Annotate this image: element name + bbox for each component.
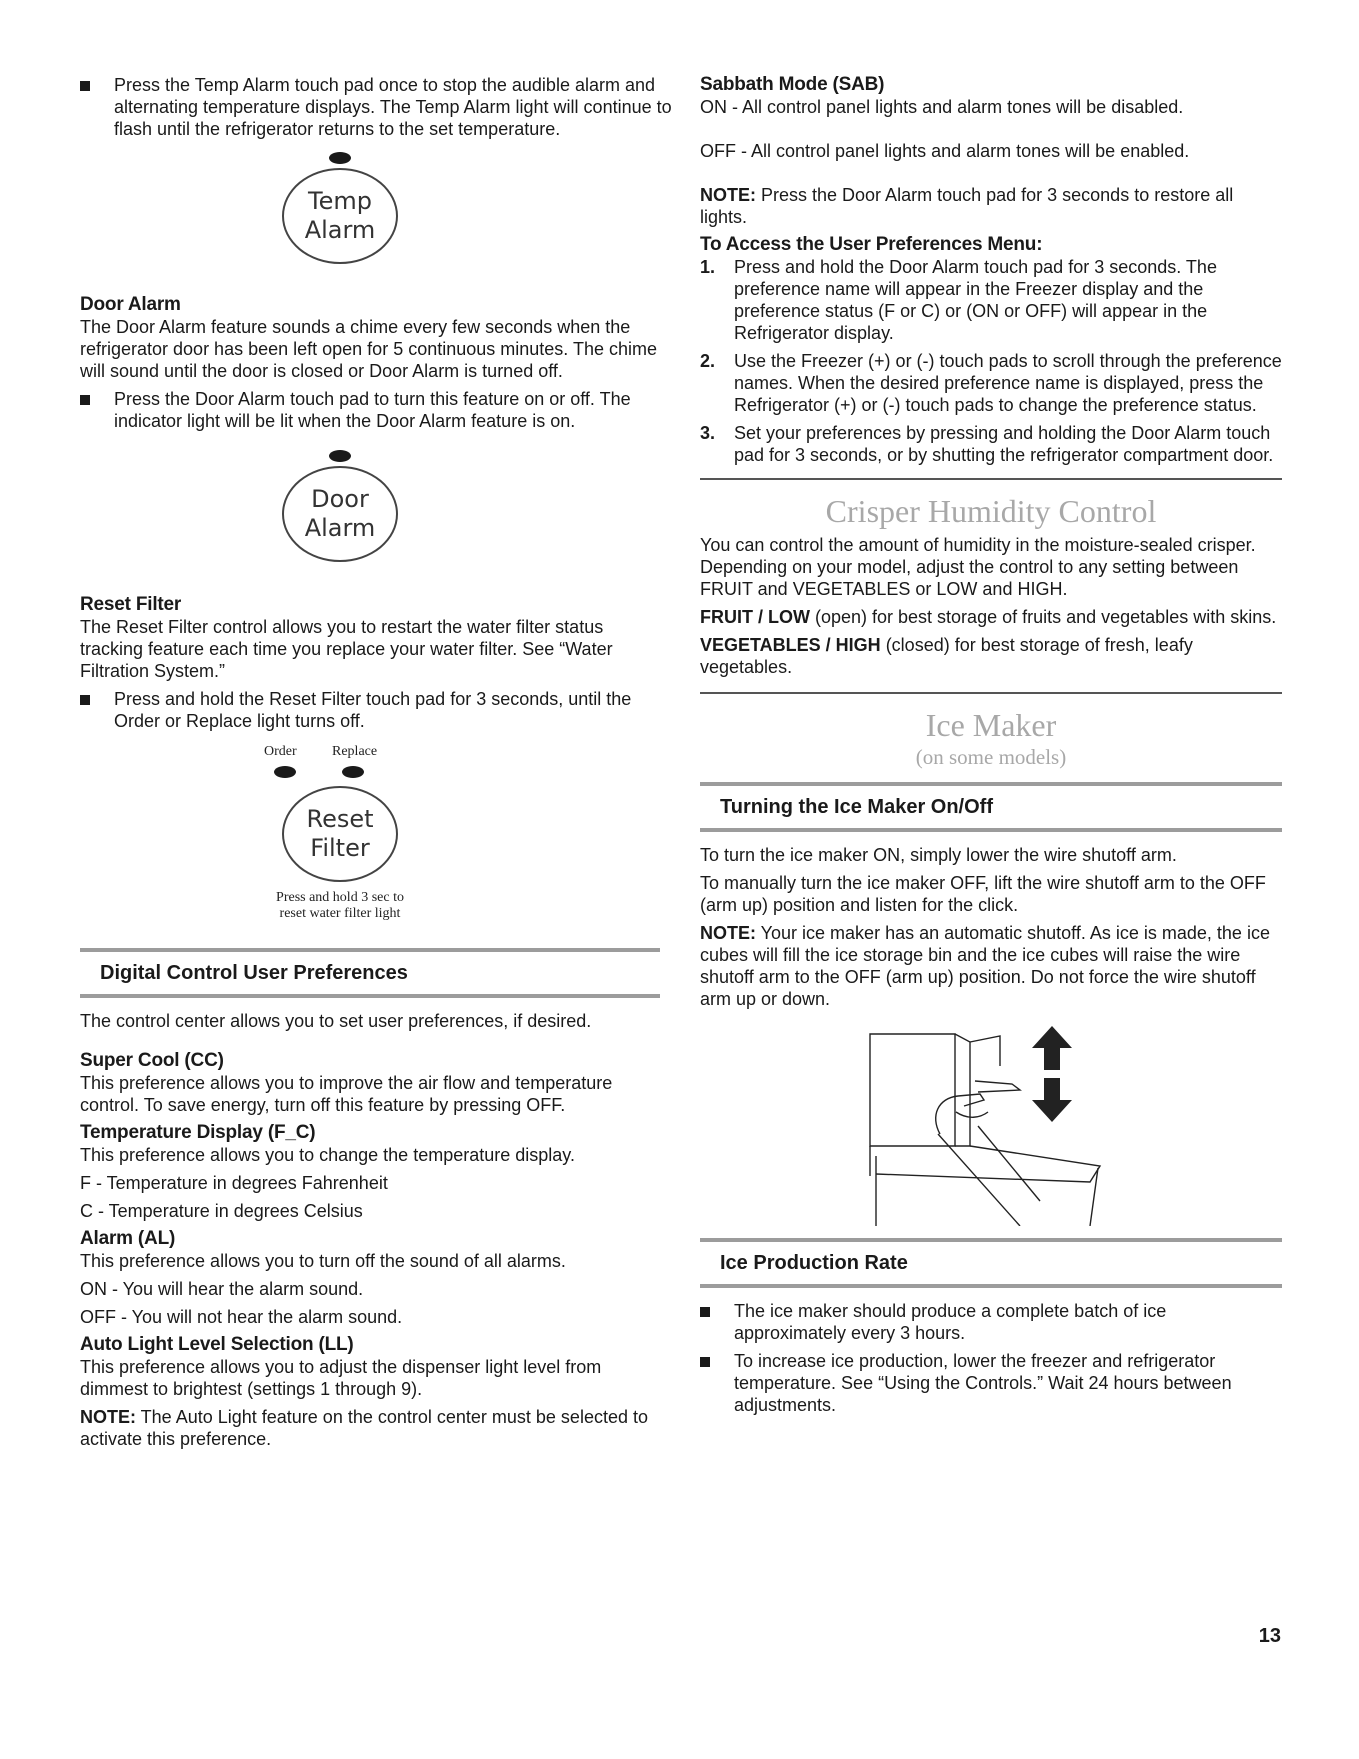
sabbath-note-label: NOTE:	[700, 185, 756, 205]
step-number: 2.	[700, 351, 716, 371]
door-alarm-pad-illustration	[280, 446, 400, 566]
access-step-3	[700, 422, 1282, 466]
ice-maker-arm-svg	[860, 1026, 1120, 1226]
temp-display-heading: Temperature Display (F_C)	[80, 1122, 316, 1143]
alarm-body: This preference allows you to turn off the sound of all alarms.	[80, 1251, 566, 1271]
ice-note	[700, 922, 1282, 1010]
veg-text: (closed) for best storage of fresh, leafy vegetables.	[700, 635, 1193, 677]
step-text: Set your preferences by pressing and holding the Door Alarm touch pad for 3 seconds, or by shutting the refrigerator compartment door.	[734, 423, 1274, 465]
crisper-veg	[700, 634, 1282, 678]
sabbath-heading: Sabbath Mode (SAB)	[700, 74, 885, 95]
step-number: 1.	[700, 257, 716, 277]
temp-alarm-pad-illustration	[280, 148, 400, 268]
rate-bullet-1: The ice maker should produce a complete batch of ice approximately every 3 hours.	[700, 1300, 1282, 1344]
ice-production-rate-banner: Ice Production Rate	[700, 1238, 1282, 1288]
light-level-note	[80, 1406, 660, 1450]
divider	[700, 692, 1282, 694]
sabbath-note	[700, 184, 1282, 228]
ice-note-label: NOTE:	[700, 923, 756, 943]
ice-maker-subtitle: (on some models)	[915, 745, 1067, 769]
ice-maker-arm-illustration	[860, 1026, 1120, 1226]
door-alarm-body: The Door Alarm feature sounds a chime every few seconds when the refrigerator door has been left open for 5 continuous minutes. The chime will sound until the door is closed or Door Alarm is turned off.	[80, 317, 658, 381]
temp-display-f: F - Temperature in degrees Fahrenheit	[80, 1173, 388, 1193]
sabbath-off: OFF - All control panel lights and alarm tones will be enabled.	[700, 141, 1190, 161]
door-pad-line2: Alarm	[304, 514, 376, 542]
digital-control-prefs-banner: Digital Control User Preferences	[80, 948, 660, 998]
reset-pad-caption-line2: reset water filter light	[279, 906, 401, 921]
temp-display-c: C - Temperature in degrees Celsius	[80, 1201, 363, 1221]
reset-filter-body: The Reset Filter control allows you to restart the water filter status tracking feature each time you replace your water filter. See “Water Filtration System.”	[80, 617, 613, 681]
replace-label: Replace	[332, 744, 378, 759]
sabbath-on: ON - All control panel lights and alarm tones will be disabled.	[700, 97, 1184, 117]
crisper-section-title: Crisper Humidity Control	[825, 493, 1157, 529]
door-alarm-indicator-dot	[329, 450, 351, 462]
ice-on-text: To turn the ice maker ON, simply lower the wire shutoff arm.	[700, 845, 1177, 865]
alarm-off: OFF - You will not hear the alarm sound.	[80, 1307, 403, 1327]
ice-off-text: To manually turn the ice maker OFF, lift the wire shutoff arm to the OFF (arm up) position and listen for the click.	[700, 873, 1266, 915]
step-text: Press and hold the Door Alarm touch pad for 3 seconds. The preference name will appear in the Freezer display and the preference status (F or C) or (ON or OFF) will appear in the Refrigerator display.	[734, 257, 1217, 343]
reset-filter-bullet: Press and hold the Reset Filter touch pad for 3 seconds, until the Order or Replace light turns off.	[80, 688, 660, 732]
alarm-heading: Alarm (AL)	[80, 1228, 176, 1249]
replace-indicator-dot	[342, 766, 364, 778]
reset-pad-line1: Reset	[306, 805, 374, 833]
reset-filter-touch-pad	[282, 786, 398, 882]
door-pad-line1: Door	[311, 485, 369, 513]
order-label: Order	[264, 744, 297, 759]
left-column	[80, 74, 672, 1450]
temp-alarm-touch-pad	[282, 168, 398, 264]
light-note-label: NOTE:	[80, 1407, 136, 1427]
crisper-fruit	[700, 606, 1282, 628]
fruit-text: (open) for best storage of fruits and vegetables with skins.	[809, 607, 1277, 627]
right-column	[700, 74, 1282, 1416]
reset-pad-caption	[250, 890, 430, 922]
crisper-body: You can control the amount of humidity in the moisture-sealed crisper. Depending on your model, adjust the control to any setting between FRUIT and VEGETABLES or LOW and HIGH.	[700, 535, 1256, 599]
step-text: Use the Freezer (+) or (-) touch pads to scroll through the preference names. When the desired preference name is displayed, press the Refrigerator (+) or (-) touch pads to change the preference status.	[734, 351, 1282, 415]
reset-pad-line2: Filter	[310, 834, 370, 862]
veg-label: VEGETABLES / HIGH	[700, 635, 881, 655]
reset-filter-pad-illustration	[250, 744, 430, 926]
access-step-2	[700, 350, 1282, 416]
super-cool-body: This preference allows you to improve the air flow and temperature control. To save energy, turn off this feature by pressing OFF.	[80, 1073, 613, 1115]
door-alarm-heading: Door Alarm	[80, 294, 181, 315]
rate-bullet-2: To increase ice production, lower the freezer and refrigerator temperature. See “Using the Controls.” Wait 24 hours between adjustments.	[700, 1350, 1282, 1416]
ice-maker-section-title: Ice Maker	[925, 707, 1057, 743]
temp-alarm-bullet: Press the Temp Alarm touch pad once to stop the audible alarm and alternating temperature displays. The Temp Alarm light will continue to flash until the refrigerator returns to the set temperature.	[80, 74, 674, 140]
temp-display-body: This preference allows you to change the temperature display.	[80, 1145, 575, 1165]
light-level-body: This preference allows you to adjust the dispenser light level from dimmest to brightest (settings 1 through 9).	[80, 1357, 602, 1399]
temp-pad-line1: Temp	[308, 187, 372, 215]
prefs-intro: The control center allows you to set user preferences, if desired.	[80, 1011, 592, 1031]
ice-note-text: Your ice maker has an automatic shutoff. As ice is made, the ice cubes will fill the ice storage bin and the ice cubes will raise the wire shutoff arm to the OFF (arm up) position. Do not force the wire shutoff arm up or down.	[700, 923, 1270, 1009]
reset-pad-caption-line1: Press and hold 3 sec to	[276, 890, 404, 905]
access-prefs-heading: To Access the User Preferences Menu:	[700, 234, 1043, 255]
order-indicator-dot	[274, 766, 296, 778]
alarm-on: ON - You will hear the alarm sound.	[80, 1279, 364, 1299]
light-level-heading: Auto Light Level Selection (LL)	[80, 1334, 354, 1355]
access-step-1	[700, 256, 1282, 344]
temp-alarm-indicator-dot	[329, 152, 351, 164]
divider	[700, 478, 1282, 480]
light-note-text: The Auto Light feature on the control center must be selected to activate this preference.	[80, 1407, 648, 1449]
ice-maker-onoff-banner: Turning the Ice Maker On/Off	[700, 782, 1282, 832]
door-alarm-touch-pad	[282, 466, 398, 562]
arrow-up-icon	[1032, 1026, 1072, 1070]
page-number: 13	[1258, 1625, 1281, 1647]
arrow-down-icon	[1032, 1078, 1072, 1122]
reset-filter-heading: Reset Filter	[80, 594, 182, 615]
step-number: 3.	[700, 423, 716, 443]
sabbath-note-text: Press the Door Alarm touch pad for 3 seconds to restore all lights.	[700, 185, 1234, 227]
door-alarm-bullet: Press the Door Alarm touch pad to turn this feature on or off. The indicator light will be lit when the Door Alarm feature is on.	[80, 388, 660, 432]
temp-pad-line2: Alarm	[304, 216, 376, 244]
fruit-label: FRUIT / LOW	[700, 607, 810, 627]
super-cool-heading: Super Cool (CC)	[80, 1050, 224, 1071]
